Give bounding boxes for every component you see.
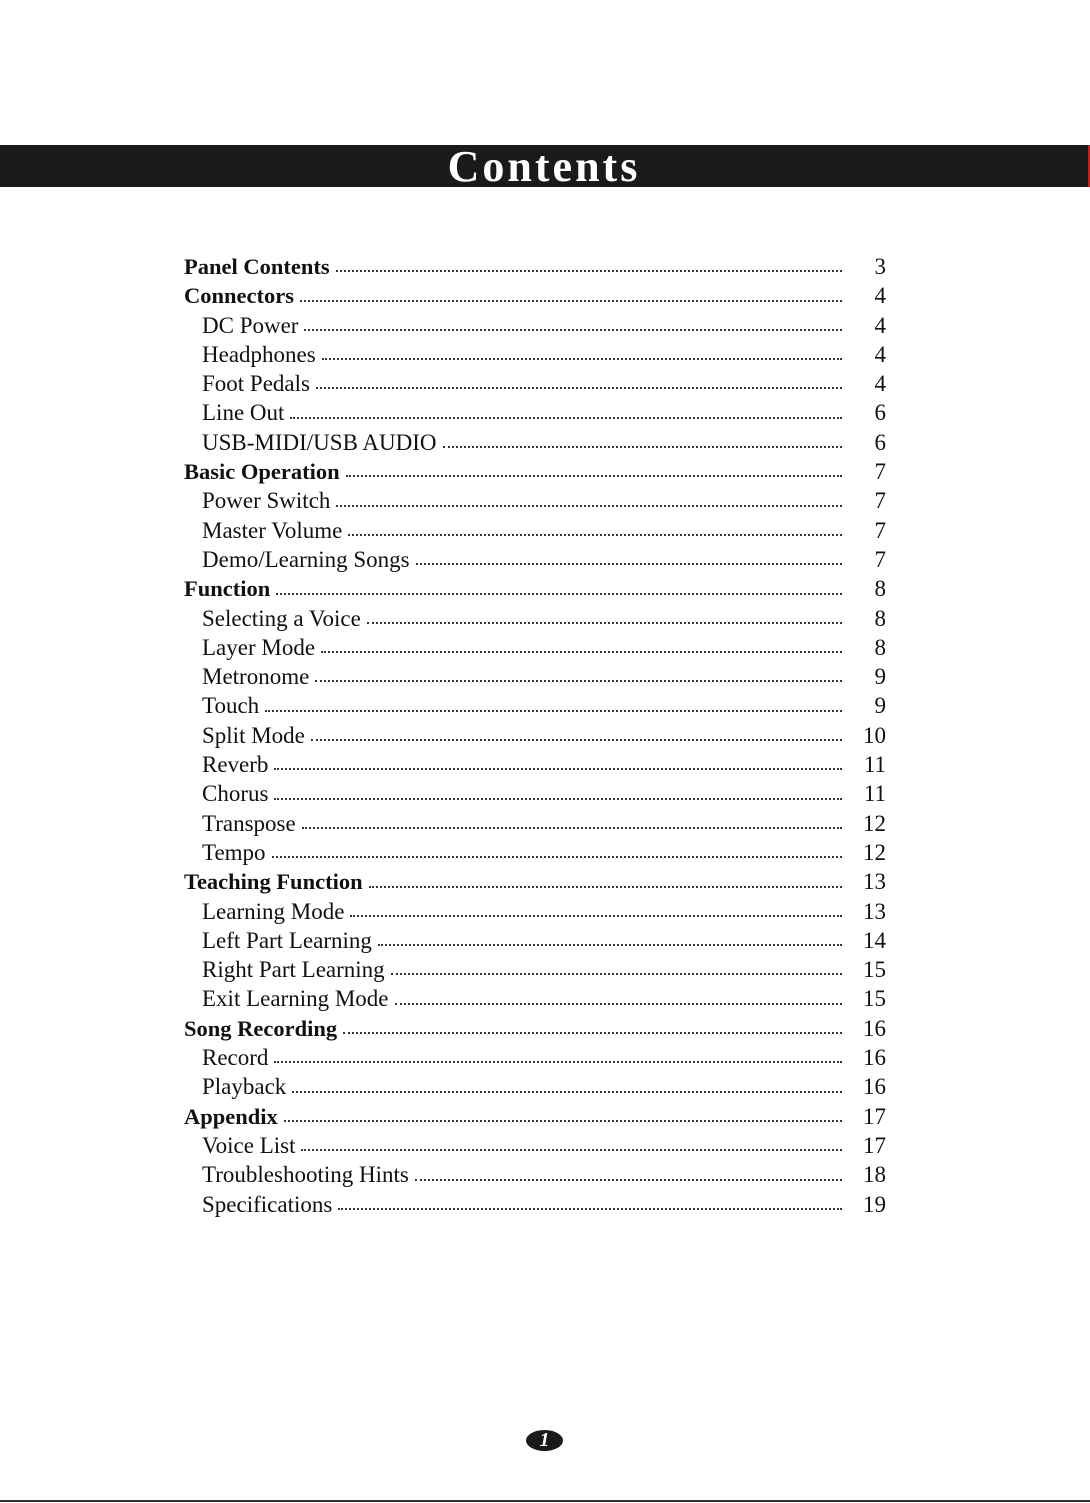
page-number: 1 xyxy=(539,1429,550,1451)
toc-entry-label: Demo/Learning Songs xyxy=(202,546,410,572)
toc-dot-leader xyxy=(369,886,842,888)
toc-entry-page-number: 9 xyxy=(874,664,886,690)
toc-dot-leader xyxy=(272,856,842,858)
page-number-badge xyxy=(526,1430,563,1451)
toc-dot-leader xyxy=(346,475,842,477)
toc-subsection-entry[interactable] xyxy=(184,691,886,720)
toc-entry-label: Right Part Learning xyxy=(202,957,385,983)
toc-entry-label: Headphones xyxy=(202,341,316,367)
toc-entry-label: Touch xyxy=(202,693,260,719)
toc-dot-leader xyxy=(304,329,842,331)
toc-entry-page-number: 14 xyxy=(863,927,886,953)
toc-subsection-entry[interactable] xyxy=(184,750,886,779)
toc-dot-leader xyxy=(395,1003,842,1005)
toc-entry-label: Power Switch xyxy=(202,488,331,514)
toc-subsection-entry[interactable] xyxy=(184,809,886,838)
toc-entry-label: Transpose xyxy=(202,810,296,836)
toc-section-entry[interactable] xyxy=(184,252,886,281)
toc-entry-page-number: 8 xyxy=(874,634,886,660)
toc-dot-leader xyxy=(336,270,842,272)
toc-subsection-entry[interactable] xyxy=(184,1072,886,1101)
toc-entry-label: Connectors xyxy=(184,283,294,309)
toc-dot-leader xyxy=(367,622,842,624)
toc-dot-leader xyxy=(292,1091,842,1093)
toc-entry-label: Function xyxy=(184,576,271,602)
toc-dot-leader xyxy=(336,505,842,507)
toc-entry-page-number: 13 xyxy=(863,869,886,895)
toc-dot-leader xyxy=(276,593,842,595)
toc-subsection-entry[interactable] xyxy=(184,486,886,515)
toc-entry-label: Master Volume xyxy=(202,517,343,543)
toc-entry-page-number: 19 xyxy=(863,1191,886,1217)
title-bar xyxy=(0,142,1090,191)
toc-subsection-entry[interactable] xyxy=(184,604,886,633)
toc-dot-leader xyxy=(301,1149,842,1151)
toc-entry-label: Basic Operation xyxy=(184,459,340,485)
toc-entry-label: Playback xyxy=(202,1074,287,1100)
toc-subsection-entry[interactable] xyxy=(184,662,886,691)
toc-entry-label: Metronome xyxy=(202,664,310,690)
toc-subsection-entry[interactable] xyxy=(184,897,886,926)
toc-entry-page-number: 4 xyxy=(874,283,886,309)
toc-entry-page-number: 16 xyxy=(863,1074,886,1100)
toc-entry-label: Layer Mode xyxy=(202,634,316,660)
toc-section-entry[interactable] xyxy=(184,457,886,486)
toc-dot-leader xyxy=(315,680,842,682)
toc-subsection-entry[interactable] xyxy=(184,428,886,457)
toc-subsection-entry[interactable] xyxy=(184,955,886,984)
toc-subsection-entry[interactable] xyxy=(184,1160,886,1189)
toc-subsection-entry[interactable] xyxy=(184,926,886,955)
toc-entry-page-number: 9 xyxy=(874,693,886,719)
toc-subsection-entry[interactable] xyxy=(184,311,886,340)
toc-dot-leader xyxy=(321,651,842,653)
toc-entry-page-number: 6 xyxy=(874,429,886,455)
toc-entry-page-number: 4 xyxy=(874,341,886,367)
toc-section-entry[interactable] xyxy=(184,1102,886,1131)
toc-entry-label: Selecting a Voice xyxy=(202,605,361,631)
toc-entry-page-number: 16 xyxy=(863,1015,886,1041)
toc-entry-label: Panel Contents xyxy=(184,254,330,279)
toc-subsection-entry[interactable] xyxy=(184,1190,886,1219)
toc-entry-page-number: 8 xyxy=(874,605,886,631)
toc-section-entry[interactable] xyxy=(184,574,886,603)
bottom-rule xyxy=(0,1500,1090,1502)
toc-dot-leader xyxy=(350,915,842,917)
toc-entry-label: Reverb xyxy=(202,752,269,778)
toc-entry-label: Specifications xyxy=(202,1191,333,1217)
toc-subsection-entry[interactable] xyxy=(184,1131,886,1160)
toc-entry-page-number: 4 xyxy=(874,312,886,338)
toc-dot-leader xyxy=(322,358,842,360)
toc-subsection-entry[interactable] xyxy=(184,1043,886,1072)
toc-entry-label: Troubleshooting Hints xyxy=(202,1162,409,1188)
toc-dot-leader xyxy=(274,768,842,770)
toc-entry-label: Foot Pedals xyxy=(202,371,310,397)
toc-entry-page-number: 12 xyxy=(863,810,886,836)
toc-entry-page-number: 17 xyxy=(863,1103,886,1129)
toc-subsection-entry[interactable] xyxy=(184,516,886,545)
toc-dot-leader xyxy=(416,563,842,565)
toc-dot-leader xyxy=(378,944,842,946)
toc-dot-leader xyxy=(274,1061,842,1063)
toc-subsection-entry[interactable] xyxy=(184,838,886,867)
toc-section-entry[interactable] xyxy=(184,281,886,310)
toc-entry-page-number: 16 xyxy=(863,1045,886,1071)
toc-dot-leader xyxy=(265,710,842,712)
page-title: Contents xyxy=(447,142,641,191)
toc-entry-page-number: 7 xyxy=(874,488,886,514)
toc-entry-label: Teaching Function xyxy=(184,869,363,895)
toc-dot-leader xyxy=(348,534,842,536)
toc-entry-page-number: 15 xyxy=(863,986,886,1012)
toc-subsection-entry[interactable] xyxy=(184,369,886,398)
toc-entry-page-number: 12 xyxy=(863,839,886,865)
toc-entry-page-number: 15 xyxy=(863,957,886,983)
toc-entry-page-number: 7 xyxy=(874,517,886,543)
toc-entry-label: Tempo xyxy=(202,839,266,865)
toc-dot-leader xyxy=(302,827,842,829)
toc-dot-leader xyxy=(316,387,842,389)
toc-subsection-entry[interactable] xyxy=(184,721,886,750)
toc-subsection-entry[interactable] xyxy=(184,398,886,427)
toc-section-entry[interactable] xyxy=(184,867,886,896)
toc-entry-label: Voice List xyxy=(202,1132,296,1158)
toc-entry-page-number: 11 xyxy=(863,752,886,778)
toc-entry-label: Left Part Learning xyxy=(202,927,372,953)
toc-subsection-entry[interactable] xyxy=(184,545,886,574)
toc-dot-leader xyxy=(415,1179,842,1181)
toc-subsection-entry[interactable] xyxy=(184,633,886,662)
toc-dot-leader xyxy=(338,1208,842,1210)
toc-entry-label: Learning Mode xyxy=(202,898,345,924)
toc-entry-label: Chorus xyxy=(202,781,269,807)
toc-entry-page-number: 7 xyxy=(874,546,886,572)
toc-entry-label: Line Out xyxy=(202,400,285,426)
toc-dot-leader xyxy=(311,739,842,741)
toc-entry-page-number: 11 xyxy=(863,781,886,807)
toc-subsection-entry[interactable] xyxy=(184,340,886,369)
toc-entry-page-number: 18 xyxy=(863,1162,886,1188)
toc-subsection-entry[interactable] xyxy=(184,779,886,808)
toc-entry-label: Appendix xyxy=(184,1103,278,1129)
toc-entry-label: Record xyxy=(202,1045,269,1071)
toc-entry-label: Song Recording xyxy=(184,1015,338,1041)
toc-subsection-entry[interactable] xyxy=(184,984,886,1013)
toc-dot-leader xyxy=(284,1120,842,1122)
toc-entry-page-number: 4 xyxy=(874,371,886,397)
toc-entry-label: Split Mode xyxy=(202,722,305,748)
toc-entry-label: Exit Learning Mode xyxy=(202,986,389,1012)
toc-entry-page-number: 3 xyxy=(874,254,886,279)
toc-entry-page-number: 6 xyxy=(874,400,886,426)
toc-dot-leader xyxy=(391,973,842,975)
toc-entry-page-number: 17 xyxy=(863,1132,886,1158)
toc-section-entry[interactable] xyxy=(184,1014,886,1043)
toc-entry-page-number: 8 xyxy=(874,576,886,602)
toc-dot-leader xyxy=(343,1032,842,1034)
toc-dot-leader xyxy=(443,446,843,448)
toc-entry-page-number: 13 xyxy=(863,898,886,924)
toc-dot-leader xyxy=(290,417,842,419)
toc-entry-label: DC Power xyxy=(202,312,299,338)
toc-entry-page-number: 7 xyxy=(874,459,886,485)
table-of-contents xyxy=(184,252,886,1219)
toc-entry-label: USB-MIDI/USB AUDIO xyxy=(202,429,437,455)
toc-dot-leader xyxy=(300,300,842,302)
toc-dot-leader xyxy=(274,798,842,800)
toc-entry-page-number: 10 xyxy=(863,722,886,748)
